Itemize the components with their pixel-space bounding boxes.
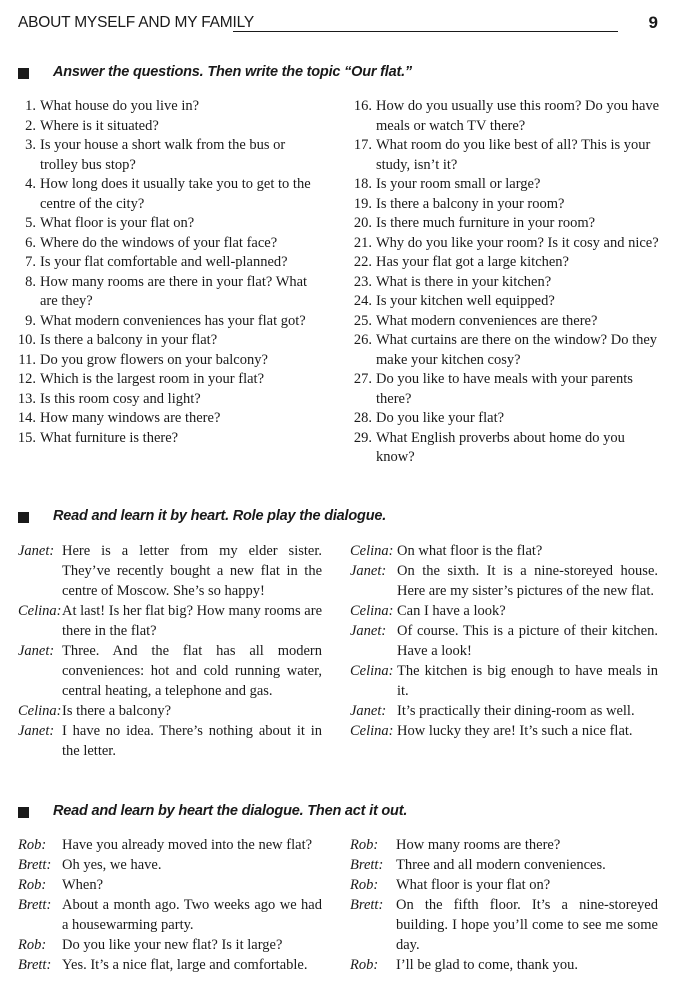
speaker-name: Rob: xyxy=(350,877,379,893)
question-text: Is there a balcony in your flat? xyxy=(40,332,218,348)
question-number: 27. xyxy=(353,371,372,387)
speaker-name: Celina: xyxy=(18,703,62,719)
question-number: 10. xyxy=(17,332,36,348)
question-number: 15. xyxy=(17,429,36,446)
speech-text: About a month ago. Two weeks ago we had a housewarming party. xyxy=(62,897,322,933)
questions-right-column xyxy=(350,97,660,468)
question-text: Is your kitchen well equipped? xyxy=(376,293,555,309)
speech-text: How lucky they are! It’s such a nice flat. xyxy=(397,723,633,739)
dialogue-line xyxy=(18,701,322,721)
question-item xyxy=(350,195,660,215)
question-item xyxy=(350,214,660,234)
question-number: 1. xyxy=(25,98,36,114)
question-number: 25. xyxy=(353,312,372,329)
speech-text: I have no idea. There’s nothing about it in the letter. xyxy=(62,723,322,759)
speaker-name: Brett: xyxy=(18,897,52,913)
question-text: What room do you like best of all? This is your study, isn’t it? xyxy=(376,137,651,173)
questions-left-column xyxy=(14,97,326,448)
question-number: 9. xyxy=(25,312,36,329)
dialogue-line xyxy=(350,621,658,661)
question-item xyxy=(350,97,660,136)
speaker-name: Brett: xyxy=(18,857,52,873)
question-item xyxy=(14,175,326,214)
question-number: 11. xyxy=(18,351,36,368)
dialogue-line xyxy=(350,855,658,875)
question-text: Do you grow flowers on your balcony? xyxy=(40,351,268,368)
question-number: 23. xyxy=(353,273,372,290)
question-item xyxy=(14,214,326,234)
speaker-name: Janet: xyxy=(350,703,387,719)
section-heading-text: Answer the questions. Then write the topic “Our flat.” xyxy=(53,64,412,80)
page-header xyxy=(18,14,658,38)
dialogue-line xyxy=(18,855,322,875)
speaker-name: Celina: xyxy=(350,663,394,679)
question-item xyxy=(350,331,660,370)
question-item xyxy=(14,273,326,312)
question-text: Is your house a short walk from the bus or trolley bus stop? xyxy=(40,137,286,173)
question-text: How do you usually use this room? Do you have meals or watch TV there? xyxy=(376,98,660,134)
dialogue-line xyxy=(18,875,322,895)
question-text: Do you like your flat? xyxy=(376,410,505,426)
question-number: 2. xyxy=(25,117,36,134)
speech-text: Three and all modern conveniences. xyxy=(396,857,606,873)
question-item xyxy=(14,351,326,371)
dialogue-line xyxy=(18,935,322,955)
speaker-name: Celina: xyxy=(18,603,62,619)
dialogue-line xyxy=(350,541,658,561)
speaker-name: Brett: xyxy=(350,897,384,913)
dialogue-line xyxy=(350,895,658,955)
question-number: 21. xyxy=(353,234,372,251)
question-item xyxy=(350,292,660,312)
question-text: What modern conveniences has your flat got? xyxy=(40,312,306,329)
speech-text: Do you like your new flat? Is it large? xyxy=(62,937,283,953)
speaker-name: Celina: xyxy=(350,543,394,559)
speech-text: Yes. It’s a nice flat, large and comfortable. xyxy=(62,957,308,973)
dialogue-line xyxy=(18,835,322,855)
dialogue-line xyxy=(350,875,658,895)
question-item xyxy=(350,429,660,468)
dialogue-line xyxy=(350,601,658,621)
question-number: 17. xyxy=(353,137,372,153)
question-item xyxy=(14,312,326,332)
question-text: What modern conveniences are there? xyxy=(376,312,598,329)
question-item xyxy=(350,175,660,195)
dialogue-line xyxy=(18,541,322,601)
question-item xyxy=(14,370,326,390)
square-bullet-icon xyxy=(18,807,29,818)
speech-text: On the sixth. It is a nine-storeyed house. Here are my sister’s pictures of the new flat. xyxy=(397,563,658,599)
speech-text: On what floor is the flat? xyxy=(397,543,543,559)
question-text: Is this room cosy and light? xyxy=(40,390,201,407)
dialogue-line xyxy=(350,721,658,741)
question-number: 13. xyxy=(17,390,36,407)
question-number: 3. xyxy=(25,137,36,153)
question-number: 14. xyxy=(17,410,36,426)
question-item xyxy=(350,273,660,293)
dialogue-line xyxy=(350,561,658,601)
speech-text: How many rooms are there? xyxy=(396,837,561,853)
question-item xyxy=(14,409,326,429)
question-item xyxy=(350,253,660,273)
speaker-name: Rob: xyxy=(18,837,47,853)
header-rule xyxy=(233,31,618,32)
speaker-name: Janet: xyxy=(350,563,387,579)
speaker-name: Janet: xyxy=(18,643,55,659)
dialogue-line xyxy=(18,721,322,761)
dialogue-line xyxy=(350,701,658,721)
question-item xyxy=(350,136,660,175)
dialogue-line xyxy=(350,955,658,975)
question-item xyxy=(350,312,660,332)
question-text: Where do the windows of your flat face? xyxy=(40,234,278,251)
speaker-name: Janet: xyxy=(18,543,55,559)
page-number: 9 xyxy=(648,13,658,32)
square-bullet-icon xyxy=(18,68,29,79)
dialogue-line xyxy=(18,641,322,701)
speech-text: What floor is your flat on? xyxy=(396,877,551,893)
question-text: Do you like to have meals with your parents there? xyxy=(376,371,633,407)
question-text: Is there a balcony in your room? xyxy=(376,195,565,212)
question-number: 8. xyxy=(25,273,36,290)
question-number: 24. xyxy=(353,293,372,309)
question-text: What floor is your flat on? xyxy=(40,215,195,231)
question-item xyxy=(350,370,660,409)
question-text: Is your room small or large? xyxy=(376,176,541,192)
question-text: How many rooms are there in your flat? What are they? xyxy=(40,273,308,309)
question-item xyxy=(14,97,326,117)
question-number: 4. xyxy=(25,176,36,192)
question-item xyxy=(14,117,326,137)
running-title: ABOUT MYSELF AND MY FAMILY xyxy=(18,14,254,31)
speaker-name: Brett: xyxy=(350,857,384,873)
question-item xyxy=(14,429,326,449)
question-number: 22. xyxy=(353,254,372,270)
question-item xyxy=(14,253,326,273)
speech-text: On the fifth floor. It’s a nine-storeyed building. I hope you’ll come to see me some day. xyxy=(396,897,658,953)
speech-text: At last! Is her flat big? How many rooms are there in the flat? xyxy=(62,603,322,639)
question-number: 26. xyxy=(353,332,372,348)
speech-text: I’ll be glad to come, thank you. xyxy=(396,957,579,973)
section-heading-text: Read and learn it by heart. Role play the dialogue. xyxy=(53,508,387,524)
speech-text: Oh yes, we have. xyxy=(62,857,162,873)
question-text: Where is it situated? xyxy=(40,117,159,134)
dialogue-2-left-column xyxy=(18,835,322,975)
speaker-name: Brett: xyxy=(18,957,52,973)
speaker-name: Celina: xyxy=(350,723,394,739)
question-text: What furniture is there? xyxy=(40,429,179,446)
speaker-name: Janet: xyxy=(18,723,55,739)
speech-text: Three. And the flat has all modern conveniences: hot and cold running water, central heating, a telephone and gas. xyxy=(62,643,322,699)
question-item xyxy=(350,409,660,429)
speaker-name: Rob: xyxy=(18,877,47,893)
speaker-name: Rob: xyxy=(350,837,379,853)
dialogue-line xyxy=(350,835,658,855)
question-text: What house do you live in? xyxy=(40,98,200,114)
speaker-name: Rob: xyxy=(350,957,379,973)
question-text: What curtains are there on the window? Do they make your kitchen cosy? xyxy=(376,332,658,368)
speech-text: Can I have a look? xyxy=(397,603,506,619)
question-number: 5. xyxy=(25,215,36,231)
question-text: Which is the largest room in your flat? xyxy=(40,371,265,387)
question-text: How many windows are there? xyxy=(40,410,221,426)
dialogue-line xyxy=(18,601,322,641)
question-item xyxy=(350,234,660,254)
question-item xyxy=(14,234,326,254)
speech-text: Here is a letter from my elder sister. They’ve recently bought a new flat in the centre of Moscow. She’s so happy! xyxy=(62,543,322,599)
question-text: Is there much furniture in your room? xyxy=(376,215,596,231)
speaker-name: Janet: xyxy=(350,623,387,639)
dialogue-1-right-column xyxy=(350,541,658,741)
question-item xyxy=(14,390,326,410)
question-number: 29. xyxy=(353,429,372,446)
question-number: 7. xyxy=(25,254,36,270)
question-number: 19. xyxy=(353,195,372,212)
speech-text: Of course. This is a picture of their kitchen. Have a look! xyxy=(397,623,658,659)
question-number: 18. xyxy=(353,176,372,192)
speech-text: When? xyxy=(62,877,104,893)
question-number: 28. xyxy=(353,410,372,426)
speech-text: The kitchen is big enough to have meals in it. xyxy=(397,663,658,699)
speech-text: It’s practically their dining-room as well. xyxy=(397,703,635,719)
question-text: How long does it usually take you to get to the centre of the city? xyxy=(40,176,311,212)
question-text: What is there in your kitchen? xyxy=(376,273,552,290)
square-bullet-icon xyxy=(18,512,29,523)
question-item xyxy=(14,136,326,175)
question-text: Is your flat comfortable and well-planned? xyxy=(40,254,288,270)
dialogue-line xyxy=(350,661,658,701)
speaker-name: Rob: xyxy=(18,937,47,953)
question-number: 6. xyxy=(25,234,36,251)
speech-text: Have you already moved into the new flat? xyxy=(62,837,313,853)
dialogue-line xyxy=(18,895,322,935)
dialogue-2-right-column xyxy=(350,835,658,975)
question-item xyxy=(14,331,326,351)
speech-text: Is there a balcony? xyxy=(62,703,172,719)
dialogue-line xyxy=(18,955,322,975)
speaker-name: Celina: xyxy=(350,603,394,619)
section-heading-text: Read and learn by heart the dialogue. Then act it out. xyxy=(53,803,408,819)
question-text: What English proverbs about home do you know? xyxy=(376,429,625,465)
question-text: Why do you like your room? Is it cosy and nice? xyxy=(376,234,659,251)
question-number: 12. xyxy=(17,371,36,387)
question-text: Has your flat got a large kitchen? xyxy=(376,254,569,270)
question-number: 20. xyxy=(353,215,372,231)
question-number: 16. xyxy=(353,98,372,114)
dialogue-1-left-column xyxy=(18,541,322,761)
